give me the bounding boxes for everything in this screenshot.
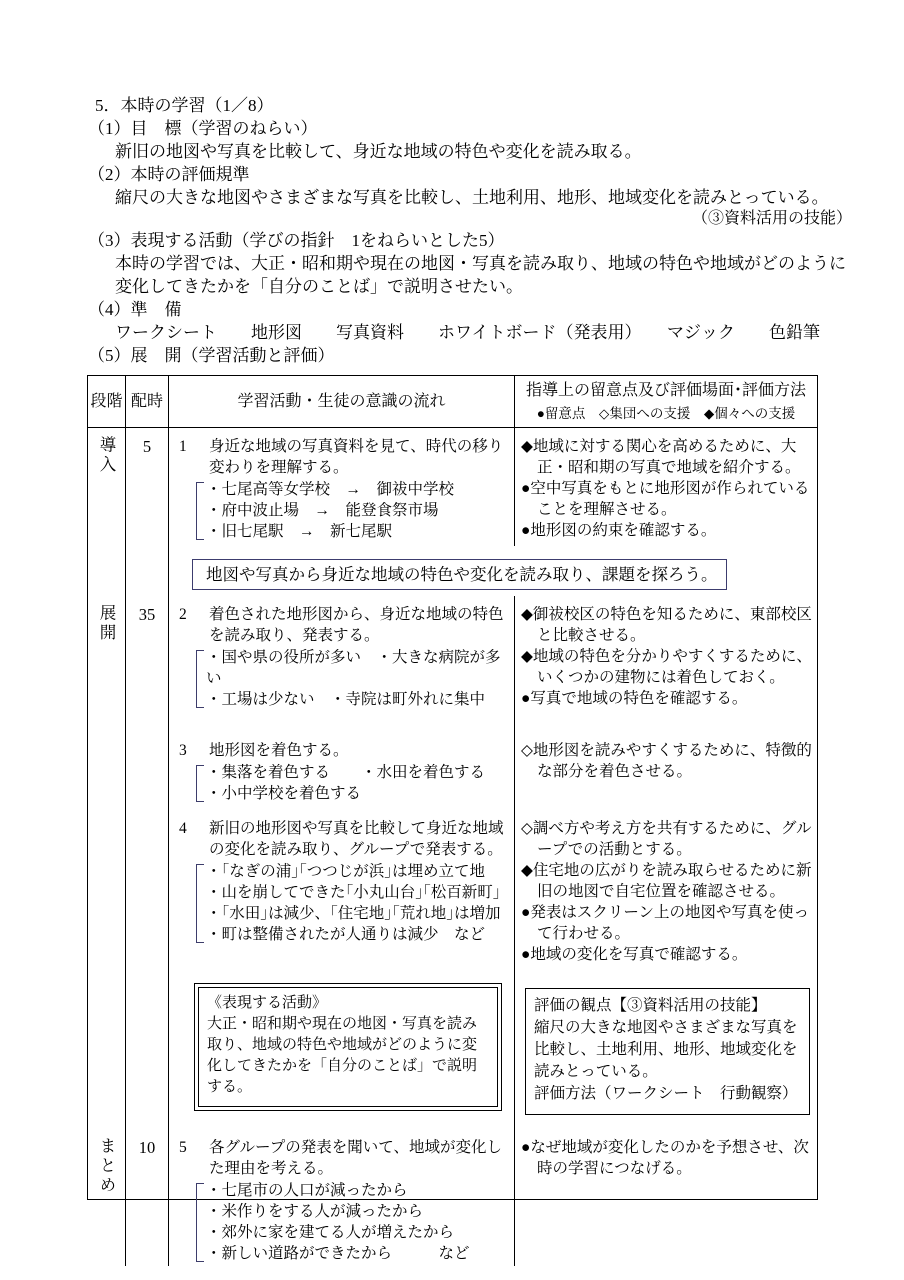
- notes-cell-4: [514, 810, 817, 969]
- expression-box: [194, 983, 502, 1111]
- notes-cell-3: [514, 732, 817, 810]
- task-box-row: [168, 546, 817, 596]
- activity-cell-2: [168, 596, 514, 732]
- expression-box-cell: [168, 969, 514, 1129]
- stage-cell-development: [88, 596, 125, 732]
- bullet-line: ・集落を着色する ・水田を着色する: [206, 764, 486, 781]
- expression-box-body: 大正・昭和期や現在の地図・写真を読み取り、地域の特色や地域がどのように変化してきたかを「自分のことば」で説明する。: [207, 1016, 478, 1095]
- note-line: ◆住宅地の広がりを読み取らせるために新旧の地図で自宅位置を確認させる。: [521, 862, 812, 900]
- stage-label: 導入: [97, 436, 116, 475]
- bullet-line: ・七尾市の人口が減ったから: [206, 1182, 408, 1199]
- notes-cell-5: [514, 1129, 817, 1266]
- evaluation-body: 縮尺の大きな地図やさまざまな写真を比較し、土地利用、地形、地域変化を読みとっている。: [534, 1019, 798, 1080]
- criteria-body: 縮尺の大きな地図やさまざまな写真を比較し、土地利用、地形、地域変化を読みとっている。: [115, 188, 829, 207]
- development-label: （5）展 開（学習活動と評価）: [88, 346, 335, 365]
- stage-gap: [88, 546, 125, 596]
- criteria-note: （③資料活用の技能）: [691, 210, 852, 227]
- stage-label: 展開: [97, 604, 116, 643]
- evaluation-box-cell: [514, 969, 817, 1129]
- activity-text: 地形図を着色する。: [209, 742, 349, 759]
- preparation-body: ワークシート 地形図 写真資料 ホワイトボード（発表用） マジック 色鉛筆: [115, 323, 820, 342]
- activity-number: 3: [179, 742, 187, 759]
- activity-text: 各グループの発表を聞いて、地域が変化した理由を考える。: [209, 1139, 502, 1177]
- note-line: ●地域の変化を写真で確認する。: [521, 946, 748, 963]
- preparation-label: （4）準 備: [88, 300, 182, 319]
- header-stage: 段階: [88, 376, 125, 428]
- note-line: ●なぜ地域が変化したのかを予想させ、次時の学習につなげる。: [521, 1139, 809, 1177]
- activity-cell-4: [168, 810, 514, 969]
- note-line: ◆地域に対する関心を高めるために、大正・昭和期の写真で地域を紹介する。: [521, 438, 801, 476]
- bullet-group: [196, 861, 510, 945]
- note-line: ●発表はスクリーン上の地図や写真を使って行わせる。: [521, 904, 810, 942]
- note-line: ◆地域の特色を分かりやすくするために、いくつかの建物には着色しておく。: [521, 648, 812, 686]
- header-notes-line1: 指導上の留意点及び評価場面･評価方法: [525, 381, 806, 399]
- activity-text: 着色された地形図から、身近な地域の特色を読み取り、発表する。: [209, 606, 504, 644]
- bullet-line: ・新しい道路ができたから など: [206, 1245, 470, 1262]
- note-line: ●地形図の約束を確認する。: [521, 522, 717, 539]
- activity-line: [175, 818, 510, 860]
- bullet-group: [196, 1180, 510, 1264]
- stage-gap: [88, 810, 125, 969]
- stage-gap: [88, 969, 125, 1129]
- bullet-line: ・｢水田｣は減少、｢住宅地｣｢荒れ地｣は増加: [206, 905, 501, 922]
- expression-box-inner: [198, 987, 498, 1107]
- note-line: ●空中写真をもとに地形図が作られていることを理解させる。: [521, 480, 810, 518]
- activity-number: 5: [179, 1139, 187, 1156]
- bullet-group: [196, 647, 510, 710]
- activity-line: [175, 436, 510, 478]
- bullet-line: ・小中学校を着色する: [206, 785, 362, 802]
- section-heading: 5．本時の学習（1／8）: [95, 96, 274, 115]
- bullet-line: ・町は整備されたが人通りは減少 など: [206, 926, 486, 943]
- bracket-icon: [196, 482, 204, 540]
- note-line: ◇調べ方や考え方を共有するために、グループでの活動とする。: [521, 820, 812, 858]
- bullet-line: ・郊外に家を建てる人が増えたから: [206, 1224, 455, 1241]
- header-time: 配時: [125, 376, 168, 428]
- header-activity: 学習活動・生徒の意識の流れ: [168, 376, 514, 428]
- bullet-line: ・米作りをする人が減ったから: [206, 1203, 424, 1220]
- bullet-line: ・旧七尾駅 → 新七尾駅: [206, 523, 393, 540]
- time-gap: [125, 969, 168, 1129]
- time-cell-development: 35: [125, 596, 168, 732]
- stage-gap: [88, 732, 125, 810]
- activity-text: 身近な地域の写真資料を見て、時代の移り変わりを理解する。: [209, 438, 504, 476]
- criteria-label: （2）本時の評価規準: [88, 165, 250, 184]
- activity-label: （3）表現する活動（学びの指針 1をねらいとした5）: [88, 231, 505, 250]
- activity-body: 本時の学習では、大正・昭和期や現在の地図・写真を読み取り、地域の特色や地域がどのように変化してきたかを「自分のことば」で説明させたい。: [115, 254, 846, 296]
- header-notes-line2: ●留意点 ◇集団への支援 ◆個々への支援: [536, 405, 796, 421]
- bracket-icon: [196, 765, 204, 802]
- activity-number: 1: [179, 438, 187, 455]
- time-gap: [125, 810, 168, 969]
- time-gap: [125, 546, 168, 596]
- bullet-group: [196, 479, 510, 542]
- bullet-line: ・工場は少ない ・寺院は町外れに集中: [206, 691, 486, 708]
- bullet-line: ・七尾高等女学校 → 御祓中学校: [206, 481, 455, 498]
- evaluation-box: [525, 988, 810, 1115]
- activity-text: 新旧の地形図や写真を比較して身近な地域の変化を読み取り、グループで発表する。: [209, 820, 504, 858]
- notes-cell-1: [514, 428, 817, 546]
- notes-cell-2: [514, 596, 817, 732]
- bullet-line: ・国や県の役所が多い ・大きな病院が多い: [206, 649, 501, 687]
- bullet-group: [196, 762, 510, 804]
- bullet-line: ・府中波止場 → 能登食祭市場: [206, 502, 439, 519]
- lesson-flow-table: [87, 375, 818, 1262]
- activity-line: [175, 604, 510, 646]
- bracket-icon: [196, 650, 204, 708]
- bracket-icon: [196, 1183, 204, 1262]
- time-cell-intro: 5: [125, 428, 168, 546]
- bullet-line: ・｢なぎの浦｣｢つつじが浜｣は埋め立て地: [206, 863, 486, 880]
- note-line: ◆御祓校区の特色を知るために、東部校区と比較させる。: [521, 606, 812, 644]
- time-gap: [125, 732, 168, 810]
- bracket-icon: [196, 864, 204, 943]
- intro-section: [88, 94, 852, 367]
- stage-cell-summary: [88, 1129, 125, 1266]
- evaluation-method: 評価方法（ワークシート 行動観察）: [534, 1085, 798, 1102]
- evaluation-viewpoint: 評価の観点【③資料活用の技能】: [534, 997, 767, 1014]
- activity-cell-5: [168, 1129, 514, 1266]
- goal-body: 新旧の地図や写真を比較して、身近な地域の特色や変化を読み取る。: [115, 142, 642, 161]
- bullet-line: ・山を崩してできた｢小丸山台｣｢松百新町｣: [206, 884, 501, 901]
- activity-line: [175, 740, 510, 761]
- activity-number: 4: [179, 820, 187, 837]
- stage-cell-intro: [88, 428, 125, 546]
- expression-box-title: 《表現する活動》: [207, 995, 328, 1011]
- activity-cell-1: [168, 428, 514, 546]
- note-line: ◇地形図を読みやすくするために、特徴的な部分を着色させる。: [521, 742, 812, 780]
- note-line: ●写真で地域の特色を確認する。: [521, 690, 748, 707]
- activity-number: 2: [179, 606, 187, 623]
- header-notes: [514, 376, 817, 428]
- activity-cell-3: [168, 732, 514, 810]
- time-cell-summary: 10: [125, 1129, 168, 1266]
- activity-line: [175, 1137, 510, 1179]
- stage-label: まとめ: [97, 1137, 116, 1196]
- task-box: 地図や写真から身近な地域の特色や変化を読み取り、課題を探ろう。: [192, 559, 727, 590]
- goal-label: （1）目 標（学習のねらい）: [88, 119, 318, 138]
